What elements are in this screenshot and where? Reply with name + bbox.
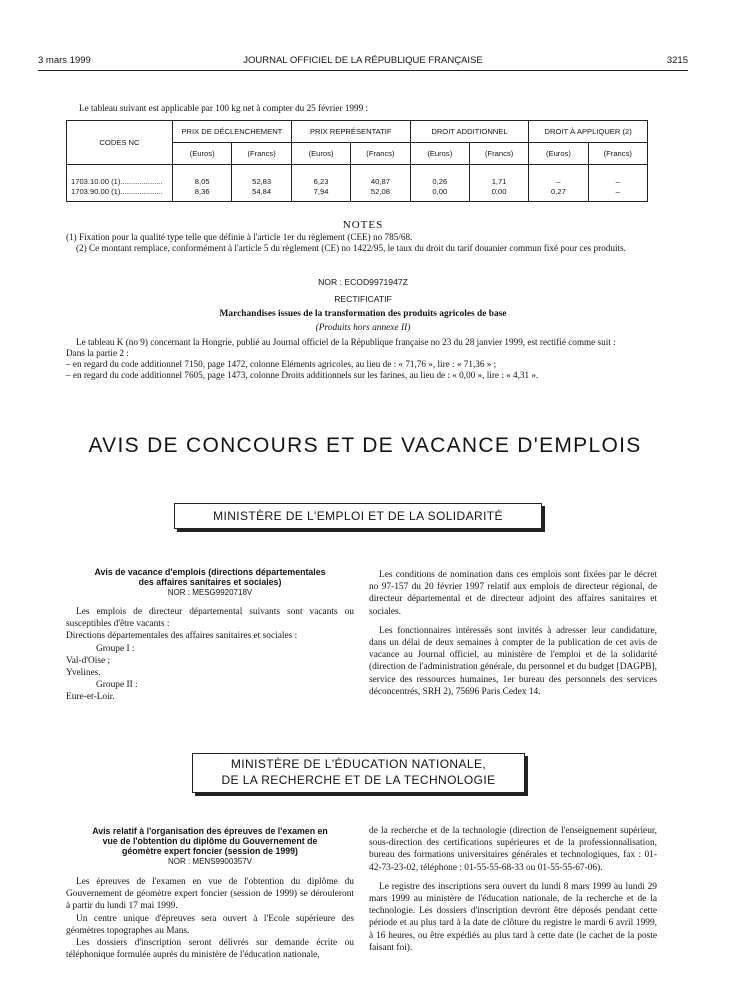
table-cell: 52,08 <box>351 187 410 197</box>
avis1-dept-val-doise: Val-d'Oise ; <box>66 655 111 666</box>
avis2-right-paragraph-2: Le registre des inscriptions sera ouvert du lundi 8 mars 1999 au lundi 29 mars 1999 au ministère de l'éducation nationale, de la recherche et de la technologie. Les dossiers d'inscription devront être déposés pendant cette période et au plus tard à la date de clôture du registre le mardi 6 avril 1999, à 16 heures, ou être expédiés au plus tard à cette date (le cachet de la poste faisant foi). <box>369 881 657 953</box>
table-cell: 0,00 <box>410 187 469 197</box>
avis1-title-line-2: des affaires sanitaires et sociales) <box>138 577 282 587</box>
table-cell: – <box>588 187 647 197</box>
table-cell: 0,00 <box>469 187 528 197</box>
avis1-dept-yvelines: Yvelines. <box>66 668 101 679</box>
avis-examen-right-column <box>369 825 657 954</box>
rectif-title: RECTIFICATIF <box>334 294 392 304</box>
avis1-nor: NOR : MESG9920718V <box>167 588 253 597</box>
avis-examen-left-column <box>66 826 354 961</box>
rectif-body-2: Dans la partie 2 : <box>66 348 129 358</box>
subheader-francs: (Francs) <box>351 143 410 165</box>
header-rule <box>38 70 688 71</box>
subheader-euros: (Euros) <box>529 143 588 165</box>
note-1: (1) Fixation pour la qualité type telle que définie à l'article 1er du règlement (CEE) no 785/68. <box>66 232 413 242</box>
subheader-euros: (Euros) <box>172 143 231 165</box>
avis2-nor: NOR : MENS9900357V <box>167 857 253 866</box>
table-row <box>67 177 648 187</box>
table-cell: 7,94 <box>291 187 350 197</box>
avis2-paragraph-3: Les dossiers d'inscription seront délivrés sur demande écrite ou téléphonique formulée auprès du ministère de l'éducation nationale, <box>66 938 354 961</box>
avis1-title-line-1: Avis de vacance d'emplois (directions départementales <box>94 567 326 577</box>
table-cell: – <box>588 177 647 187</box>
table-cell: 1,71 <box>469 177 528 187</box>
avis1-group-1: Groupe I : <box>96 643 135 654</box>
ministry-box-education <box>192 753 525 793</box>
section-title: AVIS DE CONCOURS ET DE VACANCE D'EMPLOIS <box>88 434 642 457</box>
avis-vacance-left-column <box>66 567 354 704</box>
table-cell: 0,27 <box>529 187 588 197</box>
header-journal-title: JOURNAL OFFICIEL DE LA RÉPUBLIQUE FRANÇAISE <box>243 55 483 66</box>
ministry-education-line-1: MINISTÈRE DE L'ÉDUCATION NATIONALE, <box>230 757 487 771</box>
rectif-subtitle-2: (Produits hors annexe II) <box>315 323 411 333</box>
avis2-paragraph-1: Les épreuves de l'examen en vue de l'obtention du diplôme du Gouvernement de géomètre expert foncier (session de 1999) se dérouleront à partir du lundi 17 mai 1999. <box>66 877 354 912</box>
table-row <box>67 187 648 197</box>
table-cell: – <box>529 177 588 187</box>
table-cell: 54,84 <box>232 187 291 197</box>
rectif-subtitle: Marchandises issues de la transformation des produits agricoles de base <box>219 309 507 319</box>
avis1-right-paragraph-1: Les conditions de nomination dans ces emplois sont fixées par le décret no 97-157 du 20 février 1997 relatif aux emplois de directeur régional, de directeur départemental et de directeur adjoint des affaires sanitaires et sociales. <box>369 570 657 617</box>
avis2-title-line-3: géomètre expert foncier (session de 1999) <box>121 846 298 856</box>
table-cell: 8,05 <box>172 177 231 187</box>
header-page-number: 3215 <box>666 55 688 66</box>
avis1-dept-eure-et-loir: Eure-et-Loir. <box>66 692 115 703</box>
subheader-euros: (Euros) <box>291 143 350 165</box>
avis2-title-line-1: Avis relatif à l'organisation des épreuves de l'examen en <box>92 826 328 836</box>
table-cell: 0,26 <box>410 177 469 187</box>
table-cell: 6,23 <box>291 177 350 187</box>
avis2-paragraph-2: Un centre unique d'épreuves sera ouvert à l'Ecole supérieure des géomètres topographes au Mans. <box>66 913 354 936</box>
ministry-emploi-title: MINISTÈRE DE L'EMPLOI ET DE LA SOLIDARITÉ <box>213 509 503 523</box>
subheader-francs: (Francs) <box>469 143 528 165</box>
running-header <box>38 55 688 69</box>
subheader-francs: (Francs) <box>232 143 291 165</box>
ministry-box-emploi <box>174 503 542 529</box>
header-date: 3 mars 1999 <box>38 55 91 66</box>
header-droit-a-appliquer: DROIT À APPLIQUER (2) <box>529 121 648 143</box>
table-cell: 40,87 <box>351 177 410 187</box>
table-intro: Le tableau suivant est applicable par 100 kg net à compter du 25 février 1999 : <box>79 103 369 113</box>
header-prix-representatif: PRIX REPRÉSENTATIF <box>291 121 410 143</box>
subheader-euros: (Euros) <box>410 143 469 165</box>
header-droit-additionnel: DROIT ADDITIONNEL <box>410 121 529 143</box>
notes-title: NOTES <box>342 219 384 231</box>
table-cell: 52,83 <box>232 177 291 187</box>
tariff-table-wrapper <box>66 120 648 202</box>
rectif-body-1: Le tableau K (no 9) concernant la Hongrie, publié au Journal officiel de la République française no 23 du 28 janvier 1999, est rectifié comme suit : <box>76 337 616 347</box>
avis2-title-line-2: vue de l'obtention du diplôme du Gouvernement de <box>102 836 318 846</box>
rectif-body-4: – en regard du code additionnel 7605, page 1473, colonne Droits additionnels sur les farines, au lieu de : « 0,00 », lire : « 4,31 ». <box>66 370 539 380</box>
subheader-francs: (Francs) <box>588 143 647 165</box>
header-prix-declenchement: PRIX DE DÉCLENCHEMENT <box>172 121 291 143</box>
tariff-table <box>66 120 648 202</box>
avis1-paragraph-1: Les emplois de directeur départemental suivants sont vacants ou susceptibles d'être vacants : <box>66 607 354 630</box>
rectif-nor: NOR : ECOD9971947Z <box>318 277 408 287</box>
note-2: (2) Ce montant remplace, conformément à l'article 5 du règlement (CE) no 1422/95, le taux du droit du tarif douanier commun fixé pour ces produits. <box>76 243 626 253</box>
ministry-education-line-2: DE LA RECHERCHE ET DE LA TECHNOLOGIE <box>221 773 496 787</box>
avis1-paragraph-2: Directions départementales des affaires sanitaires et sociales : <box>66 631 298 642</box>
header-codes-nc: CODES NC <box>67 121 173 165</box>
avis1-group-2: Groupe II : <box>96 680 138 691</box>
avis2-right-paragraph-1: de la recherche et de la technologie (direction de l'enseignement supérieur, sous-direction des certifications supérieures et de la professionnalisation, bureau des formations universitaires générales et technologiques, fax : 01-42-73-23-02, téléphone : 01-55-55-68-33 ou 01-55-55-67-06). <box>369 826 657 873</box>
avis1-right-paragraph-2: Les fonctionnaires intéressés sont invités à adresser leur candidature, dans un délai de deux semaines à compter de la publication de cet avis de vacance au Journal officiel, au ministère de l'emploi et de la solidarité (direction de l'administration générale, du personnel et du budget [DAGPB], service des ressources humaines, 1er bureau des personnels des services déconcentrés, SRH 2), 75696 Paris Cedex 14. <box>369 625 657 697</box>
avis-vacance-right-column <box>369 569 657 698</box>
row-code: 1703.10.00 (1).................... <box>67 177 173 187</box>
row-code: 1703.90.00 (1).................... <box>67 187 173 197</box>
table-cell: 8,36 <box>172 187 231 197</box>
rectif-body-3: – en regard du code additionnel 7150, page 1472, colonne Eléments agricoles, au lieu de : « 71,76 », lire : « 71,36 » ; <box>66 359 497 369</box>
